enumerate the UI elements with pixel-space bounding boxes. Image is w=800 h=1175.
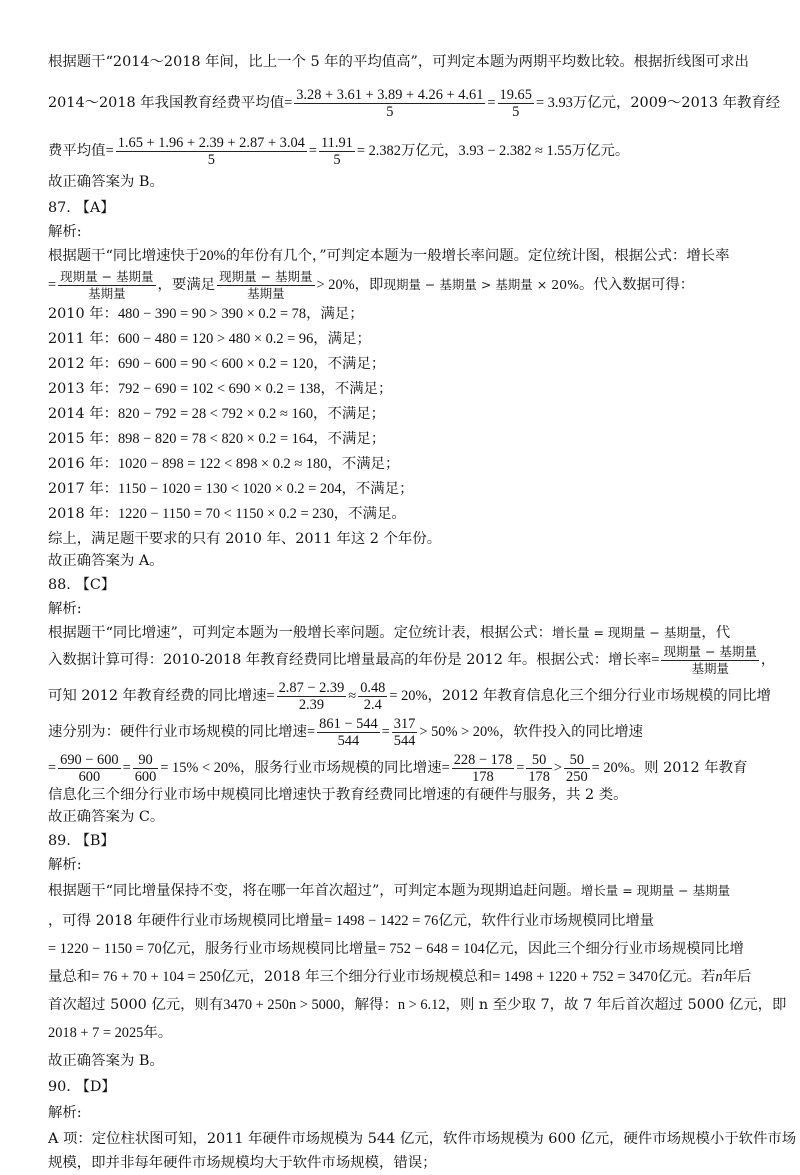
text: 费平均值 <box>48 143 106 159</box>
calc-row <box>48 477 763 502</box>
q87-jiexi-label <box>48 220 763 244</box>
calc-row <box>48 327 763 352</box>
calc-row-equation: 820 − 792 = 28 < 792 × 0.2 ≈ 160 <box>117 406 314 422</box>
numerator: 0.48 <box>360 679 386 696</box>
q86-line-3: 费平均值= $\frac{1.65 + 1.96 + 2.39 + 2.87 + 3.04}{5}$ = $\frac{11.91}{5}$ = 2.382万亿元，3.93 − 2.382 ≈ 1.55万亿元。 <box>48 134 630 168</box>
q87-calculation-list <box>48 302 763 527</box>
text: 根据题干“同比增量保持不变，将在哪一年首次超过”，可判定本题为现期追赶问题。 <box>48 883 581 899</box>
calc-row-equation: 690 − 600 = 90 < 600 × 0.2 = 120 <box>117 356 314 372</box>
text: 根据题干“同比增速”，可判定本题为一般增长率问题。定位统计表，根据公式： <box>48 625 552 641</box>
denominator: 600 <box>78 768 101 785</box>
math: = 1498 + 1220 + 752 = 3470 <box>492 969 658 985</box>
text: 入数据计算可得：2010-2018 年教育经费同比增量最高的年份是 2012 年。根据公式：增长率 <box>48 652 652 668</box>
math: = 20% <box>591 760 630 776</box>
text: ，则 n 至少取 7，故 7 年后首次超过 5000 亿元，即 <box>445 997 787 1013</box>
text: 亿元。若 <box>657 969 716 985</box>
numerator: 现期量 − 基期量 <box>219 268 313 284</box>
calc-row <box>48 427 763 452</box>
text: ，2012 年教育信息化三个细分行业市场规模的同比增 <box>427 688 771 704</box>
calc-row-year: 2013 年： <box>48 381 118 397</box>
fraction <box>452 752 514 785</box>
denominator: 544 <box>393 732 416 749</box>
calc-row <box>48 452 763 477</box>
math: = 752 − 648 = 104 <box>377 941 485 957</box>
text: ，要满足 <box>157 277 216 293</box>
q89-line-3 <box>48 937 763 961</box>
text: 万亿元， <box>400 143 459 159</box>
calc-row-year: 2015 年： <box>48 431 118 447</box>
text: 。代入数据可得： <box>578 277 695 293</box>
math: 增长量 = 现期量 − 基期量 <box>580 883 731 898</box>
numerator: 228 − 178 <box>453 751 513 768</box>
math: = 1498 − 1422 = 76 <box>324 913 439 929</box>
text: 亿元，2018 年三个细分行业市场规模总和 <box>220 969 493 985</box>
text: 解析: <box>48 224 82 240</box>
calc-row-equation: 898 − 820 = 78 < 820 × 0.2 = 164 <box>117 431 314 447</box>
math: = 1220 − 1150 = 70 <box>48 941 162 957</box>
text: 亿元，服务行业市场规模同比增量 <box>161 941 378 957</box>
text: ， <box>760 652 776 668</box>
numerator: 11.91 <box>321 134 353 151</box>
calc-row <box>48 377 763 402</box>
fraction <box>661 644 758 677</box>
calc-row-result: ，不满足； <box>341 481 414 497</box>
calc-row-result: ，满足； <box>313 331 371 347</box>
fraction <box>498 87 534 120</box>
fraction <box>217 269 314 302</box>
text: 故正确答案为 B。 <box>48 1053 164 1069</box>
q88-line-3: 可知 2012 年教育经费的同比增速= $\frac{2.87 - 2.39}{2.39}$ ≈ $\frac{0.48}{2.4}$ = 20%，2012 年教育信息化三个细分行业市场规模的同比增 <box>48 679 771 713</box>
q90-line-1 <box>48 1127 797 1151</box>
q90-jiexi-label <box>48 1101 763 1125</box>
numerator: 现期量 − 基期量 <box>60 268 154 284</box>
text: 。则 2012 年教育 <box>629 760 748 776</box>
text: 首次超过 5000 亿元，则有 <box>48 997 224 1013</box>
text: ，服务行业市场规模的同比增速 <box>240 760 442 776</box>
q86-line-2: 2014～2018 年我国教育经费平均值= $\frac{3.28 + 3.61 + 3.89 + 4.26 + 4.61}{5}$ = $\frac{19.65}{5}$ = 3.93万亿元，2009～2013 年教育经 <box>48 86 781 120</box>
math: n <box>715 969 723 985</box>
text: ，软件投入的同比增速 <box>499 724 644 740</box>
denominator: 5 <box>512 103 520 120</box>
text: 信息化三个细分行业市场中规模同比增速快于教育经费同比增速的有硬件与服务，共 2 类。 <box>48 787 628 803</box>
q90-line-2 <box>48 1151 763 1175</box>
math: > 50% > 20% <box>419 724 500 740</box>
denominator: 178 <box>528 768 550 785</box>
math: = 15% < 20% <box>160 760 241 776</box>
text: ，解得： <box>340 997 398 1013</box>
fraction <box>294 87 485 120</box>
fraction <box>317 716 379 749</box>
document-page <box>48 50 797 1171</box>
calc-row-result: ，不满足； <box>313 406 386 422</box>
math: > 20% <box>316 277 355 293</box>
denominator: 544 <box>337 732 360 749</box>
fraction <box>116 135 307 168</box>
fraction <box>392 716 418 749</box>
calc-row-year: 2017 年： <box>48 481 118 497</box>
calc-row-equation: 1020 − 898 = 122 < 898 × 0.2 ≈ 180 <box>117 456 328 472</box>
denominator: 基期量 <box>88 285 126 301</box>
text: ，即 <box>354 277 384 293</box>
q89-line-4 <box>48 965 763 989</box>
math: 增长量 = 现期量 − 基期量 <box>552 625 702 640</box>
calc-row-equation: 792 − 690 = 102 < 690 × 0.2 = 138 <box>117 381 321 397</box>
q89-heading <box>48 829 763 853</box>
text: A 项：定位柱状图可知，2011 年硬件市场规模为 544 亿元，软件市场规模为 600 亿元，硬件市场规模小于软件市场 <box>48 1131 797 1147</box>
denominator: 5 <box>333 151 341 168</box>
q86-line-1 <box>48 50 763 74</box>
q86-answer <box>48 170 763 194</box>
q89-line-6 <box>48 1021 763 1045</box>
q87-heading <box>48 196 763 220</box>
text: 的年份有几个，”可判定本题为一般增长率问题。定位统计图，根据公式：增长率 <box>225 248 730 264</box>
q87-summary <box>48 527 763 551</box>
q87-answer <box>48 549 763 573</box>
q89-line-2 <box>48 909 763 933</box>
denominator: 600 <box>134 768 157 785</box>
text: 万亿元，2009～2013 年教育经 <box>572 95 781 111</box>
text: 根据题干“2014～2018 年间，比上一个 5 年的平均值高”，可判定本题为两期平均数比较。根据折线图可求出 <box>48 54 749 70</box>
numerator: 2.87 − 2.39 <box>278 679 345 696</box>
calc-row-result: ，不满足； <box>313 431 386 447</box>
text: 2014～2018 年我国教育经费平均值 <box>48 95 285 111</box>
q88-jiexi-label <box>48 597 763 621</box>
calc-row <box>48 502 763 527</box>
text: 可知 2012 年教育经费的同比增速 <box>48 688 267 704</box>
denominator: 5 <box>386 103 394 120</box>
text: 根据题干“同比增速快于 <box>48 248 200 264</box>
math: n > 6.12 <box>397 997 446 1013</box>
q87-line-2: = $\frac{\text{现期量 − 基期量}}{\text{基期量}}$ ，要满足 $\frac{\text{现期量 − 基期量}}{\text{基期量}}$ > 20%，即现期量 − 基期量 > 基期量 × 20%。代入数据可得： <box>48 268 695 301</box>
calc-row-year: 2016 年： <box>48 456 118 472</box>
math: 20% <box>199 248 226 264</box>
q88-heading <box>48 573 763 597</box>
calc-row-result: ，不满足； <box>327 456 400 472</box>
math: 现期量 − 基期量 > 基期量 × 20% <box>383 277 579 292</box>
text: 故正确答案为 A。 <box>48 553 164 569</box>
math: 2018 + 7 = 2025 <box>48 1025 144 1041</box>
text: 亿元，软件行业市场规模同比增量 <box>438 913 655 929</box>
text: 亿元，因此三个细分行业市场规模同比增 <box>484 941 744 957</box>
fraction <box>358 680 387 713</box>
numerator: 50 <box>564 752 590 769</box>
q89-line-1 <box>48 879 763 903</box>
fraction <box>133 752 159 785</box>
math: 3.93 − 2.382 ≈ 1.55 <box>458 143 572 159</box>
calc-row <box>48 302 763 327</box>
q89-line-5 <box>48 993 787 1017</box>
numerator: 1.65 + 1.96 + 2.39 + 2.87 + 3.04 <box>117 134 305 151</box>
calc-row-result: ，满足； <box>306 306 364 322</box>
denominator: 250 <box>566 768 588 785</box>
text: 规模，即并非每年硬件市场规模均大于软件市场规模，错误； <box>48 1155 437 1171</box>
fraction <box>526 752 552 785</box>
math: = 76 + 70 + 104 = 250 <box>91 969 221 985</box>
numerator: 3.28 + 3.61 + 3.89 + 4.26 + 4.61 <box>296 86 484 103</box>
denominator: 5 <box>207 151 215 168</box>
q88-line-6 <box>48 783 763 807</box>
text: 解析: <box>48 857 82 873</box>
q88-line-5: = $\frac{690 - 600}{600}$ = $\frac{90}{600}$ = 15% < 20%，服务行业市场规模的同比增速= $\frac{228 - 178}{178}$ = $\frac{50}{178}$ > $\frac{50}{250}$ = 20%。则 2012 年教育 <box>48 751 748 785</box>
text: 88. 【C】 <box>48 577 116 593</box>
fraction <box>564 752 590 785</box>
q87-line-1 <box>48 244 763 268</box>
text: ，代 <box>701 625 731 641</box>
numerator: 19.65 <box>499 86 532 103</box>
calc-row-equation: 480 − 390 = 90 > 390 × 0.2 = 78 <box>117 306 307 322</box>
calc-row-year: 2014 年： <box>48 406 118 422</box>
numerator: 690 − 600 <box>60 751 119 768</box>
fraction <box>58 269 155 302</box>
text: 综上，满足题干要求的只有 2010 年、2011 年这 2 个年份。 <box>48 531 442 547</box>
text: 解析: <box>48 1105 82 1121</box>
numerator: 50 <box>526 752 552 769</box>
denominator: 2.4 <box>363 696 382 713</box>
q88-line-4: 速分别为：硬件行业市场规模的同比增速= $\frac{861 - 544}{544}$ = $\frac{317}{544}$ > 50% > 20%，软件投入的同比增速 <box>48 715 644 749</box>
text: 年后 <box>722 969 752 985</box>
q88-line-2: 入数据计算可得：2010-2018 年教育经费同比增量最高的年份是 2012 年。根据公式：增长率= $\frac{\text{现期量 − 基期量}}{\text{基期量}}$ ， <box>48 643 776 676</box>
numerator: 317 <box>393 715 416 732</box>
numerator: 861 − 544 <box>319 715 378 732</box>
calc-row-result: ，不满足； <box>313 356 386 372</box>
numerator: 90 <box>133 752 159 769</box>
math: = 2.382 <box>356 143 401 159</box>
q89-answer <box>48 1049 763 1073</box>
denominator: 基期量 <box>691 660 729 676</box>
text: 87. 【A】 <box>48 200 115 216</box>
text: 速分别为：硬件行业市场规模的同比增速 <box>48 724 308 740</box>
text: 解析: <box>48 601 82 617</box>
calc-row <box>48 352 763 377</box>
calc-row-year: 2012 年： <box>48 356 118 372</box>
calc-row-result: ，不满足； <box>320 381 393 397</box>
text: 故正确答案为 C。 <box>48 809 165 825</box>
q88-answer <box>48 805 763 829</box>
denominator: 178 <box>472 768 494 785</box>
text: 万亿元。 <box>571 143 630 159</box>
math: = 20% <box>389 688 428 704</box>
calc-row-year: 2010 年： <box>48 306 118 322</box>
calc-row-year: 2018 年： <box>48 506 118 522</box>
calc-row <box>48 402 763 427</box>
text: 90. 【D】 <box>48 1079 116 1095</box>
text: 量总和 <box>48 969 92 985</box>
calc-row-equation: 1220 − 1150 = 70 < 1150 × 0.2 = 230 <box>117 506 334 522</box>
q89-jiexi-label <box>48 853 763 877</box>
fraction <box>319 135 355 168</box>
denominator: 2.39 <box>298 696 325 713</box>
calc-row-result: ，不满足。 <box>333 506 406 522</box>
fraction <box>58 752 120 785</box>
fraction <box>277 680 347 713</box>
denominator: 基期量 <box>247 285 285 301</box>
text: 年。 <box>143 1025 173 1041</box>
numerator: 现期量 − 基期量 <box>663 643 757 659</box>
calc-row-year: 2011 年： <box>48 331 118 347</box>
text: ，可得 2018 年硬件行业市场规模同比增量 <box>48 913 325 929</box>
calc-row-equation: 1150 − 1020 = 130 < 1020 × 0.2 = 204 <box>117 481 342 497</box>
text: 89. 【B】 <box>48 833 115 849</box>
calc-row-equation: 600 − 480 = 120 > 480 × 0.2 = 96 <box>117 331 314 347</box>
math: = 3.93 <box>535 95 573 111</box>
text: 故正确答案为 B。 <box>48 174 164 190</box>
math: 3470 + 250n > 5000 <box>223 997 341 1013</box>
q90-heading <box>48 1075 763 1099</box>
